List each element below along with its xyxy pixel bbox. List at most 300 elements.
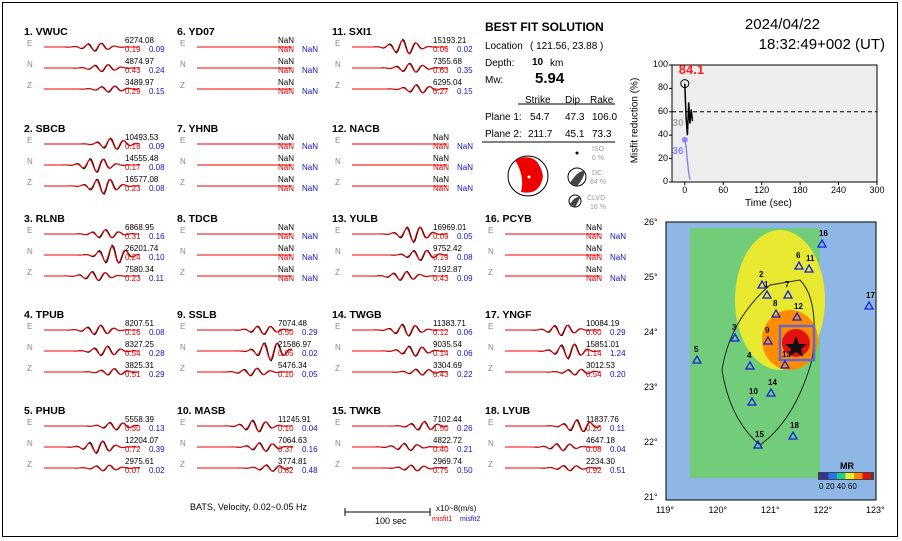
mw-label: Mw: bbox=[485, 75, 504, 86]
amplitude-value: 26201.74 bbox=[125, 244, 159, 253]
misfit1-value: 0.20 bbox=[586, 424, 602, 433]
misfit1-value: 0.08 bbox=[586, 445, 602, 454]
component-label: Z bbox=[488, 460, 493, 469]
component-label: Z bbox=[180, 178, 185, 187]
amplitude-value: 2234.30 bbox=[586, 457, 615, 466]
station-number: 15 bbox=[755, 430, 764, 439]
amplitude-value: 6295.04 bbox=[433, 78, 462, 87]
misfit2-value: 0.24 bbox=[149, 66, 165, 75]
legend-ticks: 0 20 40 60 bbox=[819, 482, 857, 491]
y-tick-label: 20 bbox=[657, 152, 668, 163]
misfit2-value: 0.20 bbox=[610, 370, 626, 379]
component-label: Z bbox=[180, 81, 185, 90]
misfit2-value: 0.09 bbox=[149, 45, 165, 54]
misfit1-value: 0.82 bbox=[278, 466, 294, 475]
misfit1-value: NaN bbox=[433, 163, 450, 172]
amplitude-value: NaN bbox=[586, 244, 603, 253]
misfit1-value: NaN bbox=[433, 142, 450, 151]
station-label: 1. VWUC bbox=[24, 26, 68, 38]
misfit2-value: 0.16 bbox=[149, 232, 165, 241]
station-label: 7. YHNB bbox=[177, 123, 219, 135]
misfit1-value: 0.31 bbox=[125, 232, 141, 241]
amplitude-value: 3304.69 bbox=[433, 361, 462, 370]
misfit1-value: 0.27 bbox=[433, 87, 449, 96]
misfit1-value: 1.50 bbox=[433, 424, 449, 433]
clvd-label: CLVD bbox=[587, 195, 606, 202]
component-label: E bbox=[335, 322, 341, 331]
component-label: Z bbox=[27, 268, 32, 277]
misfit1-value: 0.40 bbox=[433, 445, 449, 454]
misfit2-value: 0.11 bbox=[149, 274, 164, 283]
misfit1-value: 0.54 bbox=[586, 370, 602, 379]
misfit2-value: 0.09 bbox=[149, 142, 165, 151]
component-label: E bbox=[180, 418, 186, 427]
station-label: 4. TPUB bbox=[24, 309, 65, 321]
component-label: N bbox=[335, 60, 341, 69]
misfit2-value: 0.08 bbox=[149, 184, 165, 193]
plane2-label: Plane 2: bbox=[485, 129, 522, 140]
amplitude-value: 6868.95 bbox=[125, 223, 154, 232]
station-number: 17 bbox=[866, 291, 875, 300]
depth-unit: km bbox=[550, 58, 564, 69]
component-label: N bbox=[180, 439, 186, 448]
misfit1-value: 0.16 bbox=[125, 328, 141, 337]
component-label: N bbox=[27, 439, 33, 448]
misfit2-value: 0.35 bbox=[457, 66, 473, 75]
plane1-dip: 47.3 bbox=[565, 112, 585, 123]
misfit1-legend: misfit1 bbox=[432, 516, 453, 523]
station-number: 18 bbox=[790, 421, 799, 430]
station-number: 14 bbox=[768, 378, 777, 387]
dc-label: DC bbox=[592, 170, 603, 177]
amplitude-value: 11383.71 bbox=[433, 319, 466, 328]
x-tick-label: 300 bbox=[869, 185, 885, 195]
component-label: E bbox=[27, 136, 33, 145]
best-fit-title: BEST FIT SOLUTION bbox=[485, 20, 604, 34]
scale-label: 100 sec bbox=[375, 516, 407, 526]
misfit2-value: 0.28 bbox=[149, 349, 165, 358]
amplitude-value: 8327.25 bbox=[125, 340, 154, 349]
component-label: E bbox=[180, 39, 186, 48]
amplitude-value: 4874.97 bbox=[125, 57, 154, 66]
misfit2-value: NaN bbox=[457, 142, 474, 151]
misfit2-value: 0.05 bbox=[457, 232, 473, 241]
header-dip: Dip bbox=[565, 95, 581, 106]
misfit2-value: NaN bbox=[302, 232, 319, 241]
amplitude-value: NaN bbox=[278, 154, 295, 163]
component-label: Z bbox=[180, 364, 185, 373]
amplitude-value: 2975.61 bbox=[125, 457, 154, 466]
x-tick-label: 180 bbox=[792, 185, 808, 195]
misfit1-value: 0.07 bbox=[125, 466, 141, 475]
misfit2-value: NaN bbox=[610, 253, 627, 262]
component-label: N bbox=[335, 343, 341, 352]
location-value: ( 121.56, 23.88 ) bbox=[530, 41, 604, 52]
station-number: 5 bbox=[694, 345, 699, 354]
misfit2-value: 0.15 bbox=[149, 87, 165, 96]
station-label: 3. RLNB bbox=[24, 213, 65, 225]
misfit2-value: 0.29 bbox=[610, 328, 626, 337]
amplitude-value: 7064.63 bbox=[278, 436, 307, 445]
misfit2-value: 0.48 bbox=[302, 466, 318, 475]
station-label: 14. TWGB bbox=[332, 309, 382, 321]
amplitude-value: 7074.48 bbox=[278, 319, 307, 328]
misfit2-value: 1.24 bbox=[610, 349, 626, 358]
iso-value: 0 % bbox=[592, 155, 605, 162]
component-label: N bbox=[27, 157, 33, 166]
lat-tick-label: 22° bbox=[644, 437, 658, 447]
y-tick-label: 100 bbox=[652, 59, 668, 69]
amplitude-value: 7102.44 bbox=[433, 415, 462, 424]
amplitude-value: 16577.08 bbox=[125, 175, 159, 184]
plane2-rake: 73.3 bbox=[592, 129, 612, 140]
amplitude-value: 9035.54 bbox=[433, 340, 462, 349]
misfit2-value: NaN bbox=[302, 274, 319, 283]
misfit2-value: 0.04 bbox=[610, 445, 626, 454]
misfit2-value: NaN bbox=[302, 142, 319, 151]
component-label: Z bbox=[180, 460, 185, 469]
component-label: Z bbox=[27, 81, 32, 90]
station-number: 2 bbox=[759, 270, 764, 279]
station-label: 18. LYUB bbox=[485, 405, 531, 417]
amplitude-value: 8207.51 bbox=[125, 319, 154, 328]
misfit1-value: 0.24 bbox=[125, 253, 141, 262]
component-label: E bbox=[180, 136, 186, 145]
legend-color-step bbox=[846, 473, 855, 479]
misfit1-value: 0.75 bbox=[433, 466, 449, 475]
component-label: E bbox=[27, 39, 33, 48]
misfit2-value: 0.08 bbox=[149, 163, 165, 172]
component-label: N bbox=[335, 247, 341, 256]
misfit1-value: 0.12 bbox=[433, 328, 449, 337]
amplitude-value: NaN bbox=[278, 265, 295, 274]
component-label: Z bbox=[335, 364, 340, 373]
misfit2-value: NaN bbox=[302, 184, 319, 193]
misfit1-value: 0.17 bbox=[125, 163, 141, 172]
lon-tick-label: 119° bbox=[656, 505, 674, 515]
station-label: 15. TWKB bbox=[332, 405, 382, 417]
misfit2-value: NaN bbox=[302, 253, 319, 262]
station-label: 12. NACB bbox=[332, 123, 380, 135]
beachball-p-axis bbox=[528, 176, 531, 179]
chart-annotation: 30 bbox=[672, 117, 684, 129]
station-number: 12 bbox=[794, 302, 803, 311]
event-time: 18:32:49+002 (UT) bbox=[758, 36, 885, 53]
amplitude-value: NaN bbox=[433, 175, 450, 184]
misfit1-value: 0.43 bbox=[125, 66, 141, 75]
misfit2-value: 0.50 bbox=[457, 466, 473, 475]
misfit2-value: 0.08 bbox=[149, 328, 165, 337]
misfit1-value: 0.18 bbox=[125, 142, 141, 151]
component-label: E bbox=[488, 418, 494, 427]
component-label: N bbox=[180, 343, 186, 352]
misfit1-value: 0.14 bbox=[433, 349, 449, 358]
header-rake: Rake bbox=[590, 95, 614, 106]
component-label: Z bbox=[180, 268, 185, 277]
amplitude-value: 4822.72 bbox=[433, 436, 462, 445]
misfit1-value: 0.54 bbox=[125, 349, 141, 358]
component-label: E bbox=[335, 418, 341, 427]
misfit2-value: NaN bbox=[302, 66, 319, 75]
misfit2-value: 0.13 bbox=[149, 424, 165, 433]
component-label: N bbox=[27, 60, 33, 69]
amplitude-value: 15851.01 bbox=[586, 340, 620, 349]
misfit1-value: 0.10 bbox=[278, 424, 294, 433]
header-strike: Strike bbox=[525, 95, 551, 106]
component-label: N bbox=[27, 247, 33, 256]
amplitude-value: 5476.34 bbox=[278, 361, 307, 370]
misfit1-value: NaN bbox=[278, 274, 295, 283]
station-label: 13. YULB bbox=[332, 213, 378, 225]
station-number: 16 bbox=[819, 229, 828, 238]
x-tick-label: 120 bbox=[754, 185, 770, 195]
misfit1-value: NaN bbox=[433, 184, 450, 193]
plane2-dip: 45.1 bbox=[565, 129, 585, 140]
misfit1-value: NaN bbox=[278, 87, 295, 96]
y-tick-label: 80 bbox=[657, 82, 668, 93]
caption: BATS, Velocity, 0.02~0.05 Hz bbox=[190, 502, 307, 512]
component-label: E bbox=[335, 39, 341, 48]
misfit2-value: 0.09 bbox=[457, 274, 473, 283]
component-label: Z bbox=[335, 268, 340, 277]
lat-tick-label: 23° bbox=[644, 382, 658, 392]
amplitude-value: 5558.39 bbox=[125, 415, 154, 424]
misfit1-value: NaN bbox=[278, 253, 295, 262]
misfit1-value: 0.92 bbox=[586, 466, 602, 475]
misfit1-value: NaN bbox=[586, 253, 603, 262]
misfit2-value: 0.02 bbox=[457, 45, 473, 54]
legend-color-step bbox=[854, 473, 863, 479]
units-label: x10~8(m/s) bbox=[436, 504, 477, 513]
dc-value: 84 % bbox=[590, 179, 606, 186]
mw-value: 5.94 bbox=[535, 70, 565, 87]
misfit1-value: 0.50 bbox=[278, 328, 294, 337]
event-date: 2024/04/22 bbox=[744, 16, 820, 33]
misfit2-value: 0.08 bbox=[457, 253, 473, 262]
depth-label: Depth: bbox=[485, 58, 515, 69]
amplitude-value: 3489.97 bbox=[125, 78, 154, 87]
component-label: E bbox=[488, 322, 494, 331]
component-label: Z bbox=[27, 364, 32, 373]
misfit1-value: 1.14 bbox=[586, 349, 602, 358]
lat-tick-label: 26° bbox=[644, 217, 658, 227]
x-tick-label: 60 bbox=[718, 185, 729, 195]
chart-plot-area bbox=[672, 65, 877, 182]
lon-tick-label: 121° bbox=[761, 505, 780, 515]
amplitude-value: 11245.91 bbox=[278, 415, 311, 424]
station-label: 2. SBCB bbox=[24, 123, 66, 135]
misfit1-value: 0.63 bbox=[433, 66, 449, 75]
component-label: Z bbox=[335, 81, 340, 90]
amplitude-value: NaN bbox=[278, 36, 295, 45]
misfit2-value: 0.04 bbox=[302, 424, 318, 433]
component-label: N bbox=[488, 439, 494, 448]
amplitude-value: 15193.21 bbox=[433, 36, 467, 45]
misfit2-value: 0.21 bbox=[457, 445, 473, 454]
amplitude-value: NaN bbox=[278, 175, 295, 184]
component-label: Z bbox=[335, 178, 340, 187]
station-number: 1 bbox=[764, 280, 769, 289]
amplitude-value: NaN bbox=[586, 265, 603, 274]
amplitude-value: NaN bbox=[278, 78, 295, 87]
series-point bbox=[682, 137, 687, 142]
misfit1-value: NaN bbox=[278, 232, 295, 241]
misfit1-value: NaN bbox=[278, 66, 295, 75]
component-label: N bbox=[335, 439, 341, 448]
component-label: E bbox=[27, 226, 33, 235]
iso-ball bbox=[576, 152, 579, 155]
plane1-rake: 106.0 bbox=[592, 112, 618, 123]
misfit1-value: NaN bbox=[278, 163, 295, 172]
component-label: E bbox=[335, 136, 341, 145]
misfit2-value: 0.06 bbox=[457, 349, 473, 358]
lon-tick-label: 120° bbox=[708, 505, 728, 515]
component-label: Z bbox=[488, 364, 493, 373]
amplitude-value: 7192.87 bbox=[433, 265, 462, 274]
x-tick-label: 240 bbox=[831, 185, 847, 195]
component-label: Z bbox=[335, 460, 340, 469]
component-label: E bbox=[335, 226, 341, 235]
clvd-value: 16 % bbox=[590, 204, 606, 211]
station-label: 8. TDCB bbox=[177, 213, 218, 225]
amplitude-value: NaN bbox=[586, 223, 603, 232]
component-label: E bbox=[180, 226, 186, 235]
station-label: 9. SSLB bbox=[177, 309, 217, 321]
misfit1-value: 0.37 bbox=[278, 445, 294, 454]
station-label: 11. SXI1 bbox=[332, 26, 372, 38]
misfit2-value: NaN bbox=[457, 163, 474, 172]
misfit1-value: 0.43 bbox=[433, 274, 449, 283]
misfit1-value: 0.60 bbox=[586, 328, 602, 337]
chart-annotation: 36 bbox=[672, 145, 684, 157]
component-label: N bbox=[488, 343, 494, 352]
x-tick-label: 0 bbox=[682, 185, 688, 195]
component-label: E bbox=[27, 322, 33, 331]
amplitude-value: 2969.74 bbox=[433, 457, 462, 466]
misfit1-value: 0.43 bbox=[433, 370, 449, 379]
amplitude-value: 10493.53 bbox=[125, 133, 159, 142]
misfit2-value: 0.22 bbox=[457, 370, 473, 379]
misfit2-value: 0.15 bbox=[457, 87, 473, 96]
component-label: N bbox=[180, 247, 186, 256]
amplitude-value: 21586.97 bbox=[278, 340, 312, 349]
amplitude-value: NaN bbox=[433, 133, 450, 142]
misfit2-value: 0.29 bbox=[149, 370, 165, 379]
amplitude-value: NaN bbox=[278, 133, 295, 142]
component-label: E bbox=[488, 226, 494, 235]
amplitude-value: 7580.34 bbox=[125, 265, 154, 274]
plane1-strike: 54.7 bbox=[530, 112, 550, 123]
misfit1-value: 0.19 bbox=[433, 253, 449, 262]
misfit2-value: 0.05 bbox=[302, 370, 318, 379]
station-label: 17. YNGF bbox=[485, 309, 532, 321]
misfit2-value: 0.11 bbox=[610, 424, 625, 433]
misfit2-value: NaN bbox=[610, 274, 627, 283]
misfit2-value: 0.16 bbox=[302, 445, 318, 454]
lat-tick-label: 21° bbox=[644, 492, 658, 502]
amplitude-value: 14555.48 bbox=[125, 154, 159, 163]
component-label: N bbox=[27, 343, 33, 352]
amplitude-value: NaN bbox=[278, 244, 295, 253]
component-label: E bbox=[180, 322, 186, 331]
amplitude-value: 3825.31 bbox=[125, 361, 154, 370]
misfit2-value: NaN bbox=[302, 87, 319, 96]
misfit2-value: NaN bbox=[302, 45, 319, 54]
lon-tick-label: 122° bbox=[813, 505, 833, 515]
legend-color-step bbox=[837, 473, 846, 479]
amplitude-value: 11837.76 bbox=[586, 415, 619, 424]
misfit1-value: 0.23 bbox=[125, 274, 141, 283]
misfit1-value: 0.23 bbox=[125, 184, 141, 193]
chart-annotation: 84.1 bbox=[678, 61, 705, 77]
amplitude-value: 12204.07 bbox=[125, 436, 159, 445]
lat-tick-label: 24° bbox=[644, 327, 658, 337]
station-label: 5. PHUB bbox=[24, 405, 66, 417]
misfit2-value: NaN bbox=[302, 163, 319, 172]
legend-color-step bbox=[863, 473, 872, 479]
plane2-strike: 211.7 bbox=[528, 129, 553, 140]
lat-tick-label: 25° bbox=[644, 272, 658, 282]
component-label: N bbox=[180, 60, 186, 69]
misfit1-value: 0.51 bbox=[125, 370, 141, 379]
station-map bbox=[666, 222, 876, 500]
misfit2-value: 0.02 bbox=[149, 466, 165, 475]
amplitude-value: 16969.01 bbox=[433, 223, 467, 232]
amplitude-value: NaN bbox=[433, 154, 450, 163]
legend-title: MR bbox=[840, 461, 854, 471]
misfit1-value: NaN bbox=[278, 184, 295, 193]
iso-label: ISO bbox=[592, 146, 605, 153]
misfit2-value: 0.29 bbox=[302, 328, 318, 337]
station-label: 10. MASB bbox=[177, 405, 226, 417]
y-tick-label: 40 bbox=[657, 129, 668, 140]
misfit1-value: 0.09 bbox=[433, 232, 449, 241]
legend-color-step bbox=[829, 473, 838, 479]
misfit2-value: 0.26 bbox=[457, 424, 473, 433]
misfit1-value: 0.10 bbox=[278, 370, 294, 379]
misfit2-value: NaN bbox=[610, 232, 627, 241]
misfit2-value: 0.06 bbox=[457, 328, 473, 337]
station-number: 4 bbox=[747, 351, 752, 360]
amplitude-value: 9752.42 bbox=[433, 244, 462, 253]
station-label: 16. PCYB bbox=[485, 213, 532, 225]
y-tick-label: 0 bbox=[662, 176, 668, 186]
component-label: Z bbox=[488, 268, 493, 277]
misfit1-value: NaN bbox=[278, 45, 295, 54]
component-label: N bbox=[335, 157, 341, 166]
misfit2-value: 0.02 bbox=[302, 349, 318, 358]
component-label: N bbox=[180, 157, 186, 166]
misfit1-value: 0.72 bbox=[125, 445, 141, 454]
amplitude-value: 4647.18 bbox=[586, 436, 615, 445]
legend-color-step bbox=[820, 473, 829, 479]
misfit2-value: NaN bbox=[457, 184, 474, 193]
misfit1-value: 0.29 bbox=[125, 87, 141, 96]
amplitude-value: 3774.81 bbox=[278, 457, 307, 466]
misfit2-value: 0.39 bbox=[149, 445, 165, 454]
station-number: 6 bbox=[796, 251, 801, 260]
misfit1-value: 0.06 bbox=[433, 45, 449, 54]
amplitude-value: 3012.53 bbox=[586, 361, 615, 370]
station-number: 8 bbox=[773, 299, 778, 308]
chart-ylabel: Misfit reduction (%) bbox=[629, 77, 641, 164]
amplitude-value: NaN bbox=[278, 57, 295, 66]
component-label: Z bbox=[27, 460, 32, 469]
station-number: 13 bbox=[782, 350, 791, 359]
amplitude-value: 7355.68 bbox=[433, 57, 462, 66]
station-number: 11 bbox=[806, 254, 815, 263]
amplitude-value: 10084.19 bbox=[586, 319, 620, 328]
